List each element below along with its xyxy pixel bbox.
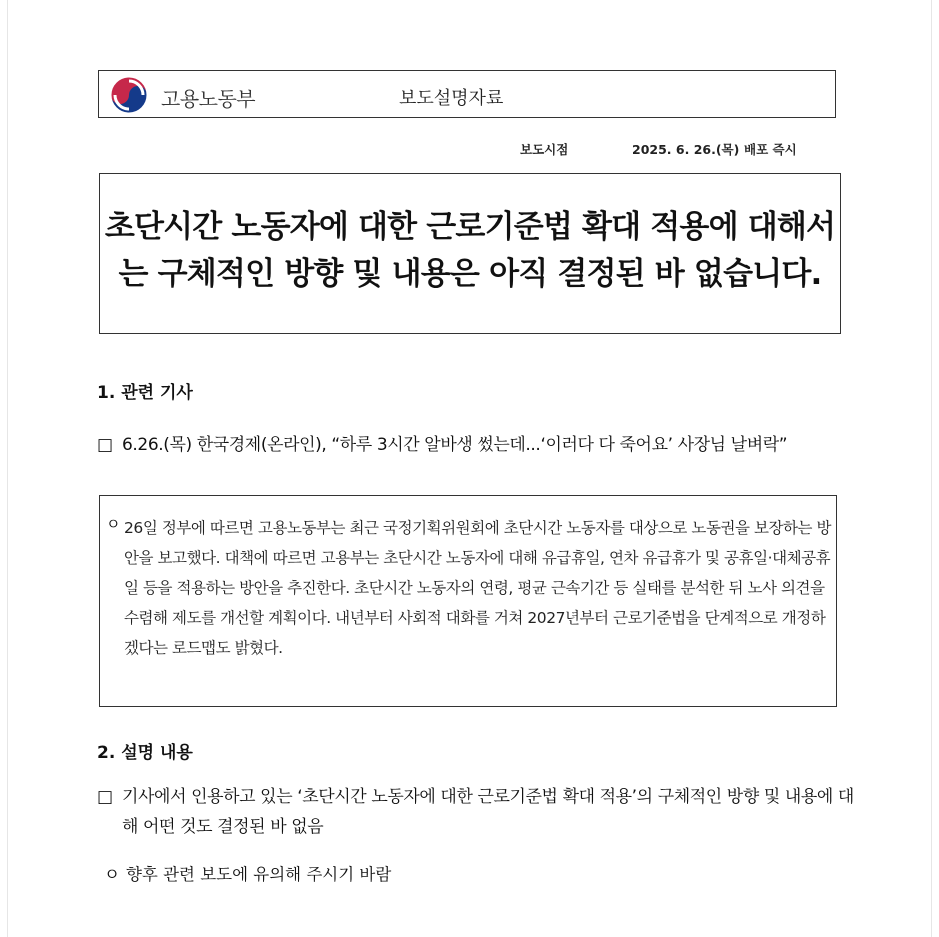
- release-label: 보도시점: [520, 142, 569, 157]
- article-quote: 26일 정부에 따르면 고용노동부는 최근 국정기획위원회에 초단시간 노동자를 대상으로 노동권을 보장하는 방안을 보고했다. 대책에 따르면 고용부는 초단시간 노동자에 대해 유급휴일, 연차 유급휴가 및 공휴일·대체공휴일 등을 적용하는 방안을 추진한다. 초단시간 노동자의 연령, 평균 근속기간 등 실태를 분석한 뒤 노사 의견을 수렴해 제도를 개선할 계획이다. 내년부터 사회적 대화를 거쳐 2027년부터 근로기준법을 단계적으로 개정하겠다는 로드맵도 밝혔다.: [124, 519, 832, 657]
- square-bullet-icon: □: [97, 435, 114, 455]
- page-edge-right: [931, 0, 932, 937]
- note-text: 향후 관련 보도에 유의해 주시기 바람: [125, 865, 392, 884]
- circle-bullet-icon: ㅇ: [106, 515, 121, 533]
- ministry-name: 고용노동부: [161, 87, 256, 111]
- headline: 초단시간 노동자에 대한 근로기준법 확대 적용에 대해서는 구체적인 방향 및 내용은 아직 결정된 바 없습니다.: [104, 208, 836, 292]
- release-note: 배포 즉시: [744, 142, 797, 157]
- section-heading-explanation: 2. 설명 내용: [97, 743, 193, 763]
- explanation-bullet: [97, 782, 857, 842]
- taegeuk-emblem-icon: [109, 75, 149, 115]
- release-date: 2025. 6. 26.(목): [632, 142, 740, 157]
- section-heading-related-article: 1. 관련 기사: [97, 383, 193, 403]
- article-citation: 6.26.(목) 한국경제(온라인), “하루 3시간 알바생 썼는데...‘이러다 다 죽어요’ 사장님 날벼락”: [122, 435, 788, 455]
- explanation-text: 기사에서 인용하고 있는 ‘초단시간 노동자에 대한 근로기준법 확대 적용’의 구체적인 방향 및 내용에 대해 어떤 것도 결정된 바 없음: [122, 787, 854, 837]
- page-edge-left: [7, 0, 8, 937]
- document-type: 보도설명자료: [399, 88, 504, 109]
- square-bullet-icon: □: [97, 787, 114, 807]
- headline-box: [99, 173, 841, 334]
- article-quote-box: [99, 495, 837, 707]
- note-bullet: [104, 861, 391, 885]
- article-bullet: [97, 430, 857, 460]
- document-header: [98, 70, 836, 118]
- circle-bullet-icon: ㅇ: [104, 865, 120, 884]
